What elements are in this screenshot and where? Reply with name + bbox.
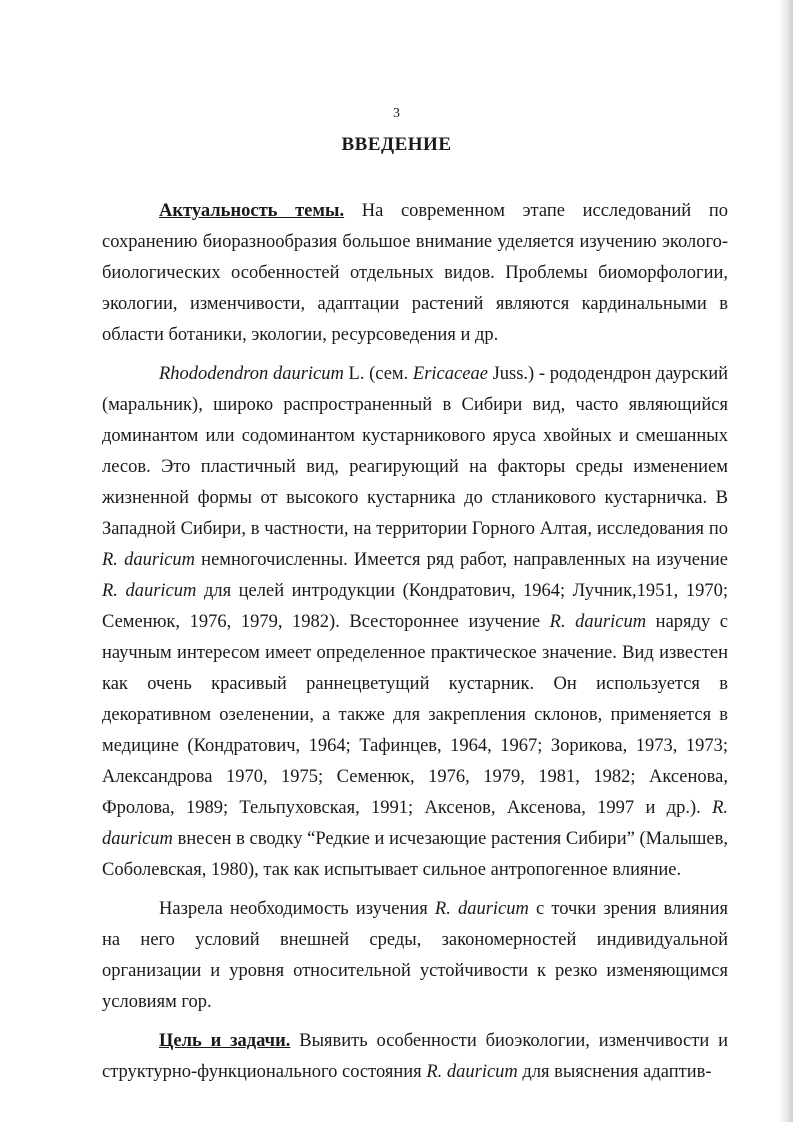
species-short-2: R. dauricum xyxy=(102,581,197,601)
species-short-5: R. dauricum xyxy=(434,899,529,919)
heading-goals: Цель и задачи. xyxy=(159,1031,291,1051)
body-text xyxy=(102,196,728,1090)
paragraph-goals xyxy=(102,1026,728,1088)
species-text-5: наряду с научным интересом имеет определенное практическое значение. Вид известен как очень красивый раннецветущий кустарник. Он используется в декоративном озеленении, а также для закрепления склонов, применяется в медицине (Кондратович, 1964; Тафинцев, 1964, 1967; Зорикова, 1973, 1973; Александрова 1970, 1975; Семенюк, 1976, 1979, 1981, 1982; Аксенова, Фролова, 1989; Тельпуховская, 1991; Аксенов, Аксенова, 1997 и др.). xyxy=(102,612,728,818)
necessity-text-1: Назрела необходимость изучения xyxy=(159,899,435,919)
relevance-text: На современном этапе исследований по сохранению биоразнообразия большое внимание уделяется изучению эколого-биологических особенностей отдельных видов. Проблемы биоморфологии, экологии, изменчивости, адаптации растений являются кардинальными в области ботаники, экологии, ресурсоведения и др. xyxy=(102,201,729,345)
paragraph-relevance xyxy=(102,196,728,351)
family-name: Ericaceae xyxy=(412,364,488,384)
page-title: ВВЕДЕНИЕ xyxy=(341,134,452,155)
paragraph-necessity xyxy=(102,894,728,1018)
scan-edge-shadow xyxy=(779,0,793,1122)
goals-text-1: Выявить особенности биоэкологии, изменчивости и структурно-функционального состояния xyxy=(102,1031,728,1082)
species-text-4: для целей интродукции (Кондратович, 1964; Лучник,1951, 1970; Семенюк, 1976, 1979, 1982). Всестороннее изучение xyxy=(102,581,728,632)
species-short-3: R. dauricum xyxy=(549,612,647,632)
page-number: 3 xyxy=(393,106,400,121)
heading-relevance: Актуальность темы. xyxy=(159,201,345,221)
species-short-6: R. dauricum xyxy=(426,1062,518,1082)
goals-text-2: для выяснения адаптив- xyxy=(517,1062,712,1082)
species-text-3: немногочисленны. Имеется ряд работ, направленных на изучение xyxy=(195,550,729,570)
paragraph-species xyxy=(102,359,728,886)
species-short-4: R. dauricum xyxy=(102,798,728,849)
species-short-1: R. dauricum xyxy=(102,550,196,570)
necessity-text-2: с точки зрения влияния на него условий внешней среды, закономерностей индивидуальной организации и уровня относительной устойчивости к резко изменяющимся условиям гор. xyxy=(102,899,728,1012)
species-text-1: L. (сем. xyxy=(343,364,413,384)
species-text-2: Juss.) - рододендрон даурский (маральник), широко распространенный в Сибири вид, часто являющийся доминантом или содоминантом кустарникового яруса хвойных и смешанных лесов. Это пластичный вид, реагирующий на факторы среды изменением жизненной формы от высокого кустарника до стланикового кустарничка. В Западной Сибири, в частности, на территории Горного Алтая, исследования по xyxy=(102,364,728,539)
species-text-6: внесен в сводку “Редкие и исчезающие растения Сибири” (Малышев, Соболевская, 1980), так как испытывает сильное антропогенное влияние. xyxy=(102,829,728,880)
species-name: Rhododendron dauricum xyxy=(159,364,344,384)
